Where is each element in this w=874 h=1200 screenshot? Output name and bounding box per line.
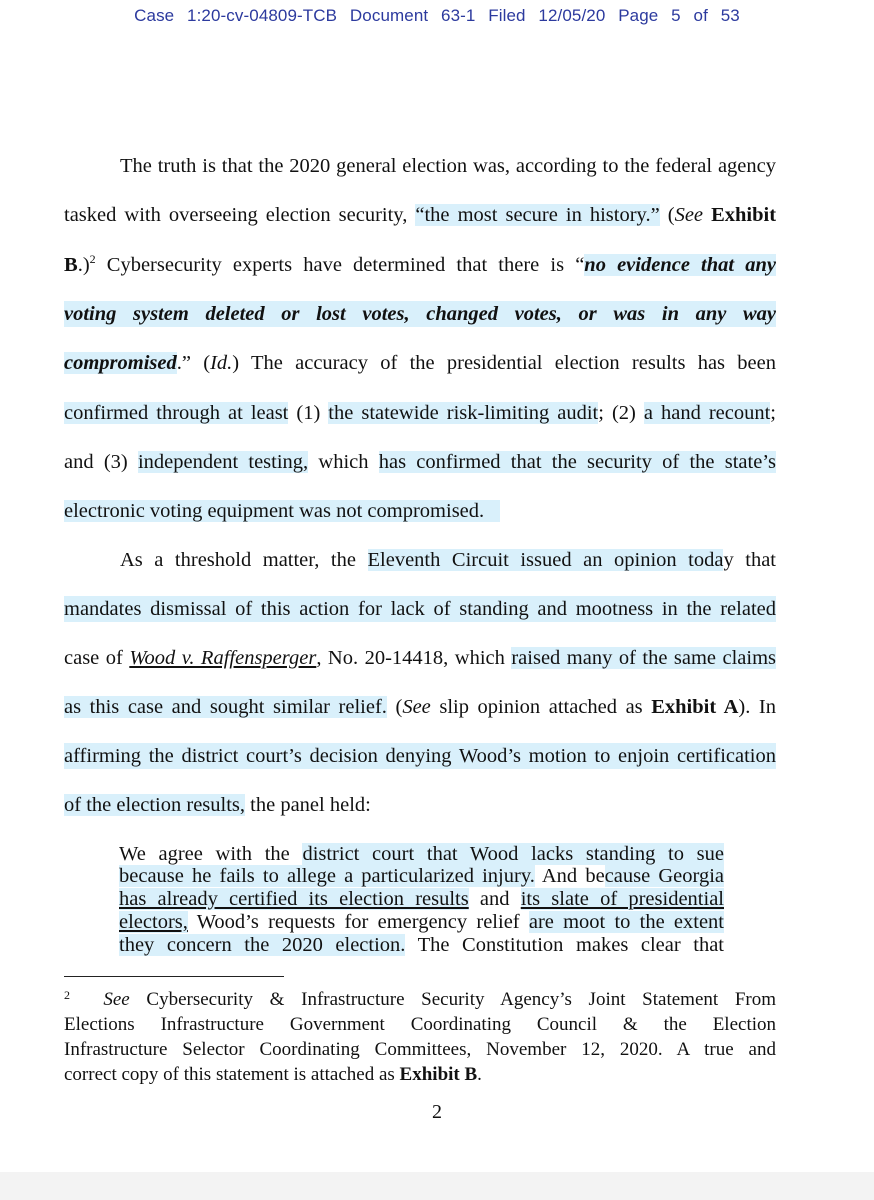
highlighted-text: raised many of the same claims: [511, 647, 777, 669]
text: and: [468, 888, 521, 910]
text: We agree with the: [119, 843, 303, 865]
highlighted-text: no evidence that any: [584, 254, 776, 276]
highlighted-text: electors,: [119, 911, 188, 933]
text: The truth is that the 2020 general election was, according to the federal agency: [120, 155, 776, 177]
quote-line: [119, 935, 724, 956]
quote-line: [119, 889, 724, 910]
text-line: [64, 645, 776, 671]
text: tasked with overseeing election security,: [64, 204, 416, 226]
text: [703, 204, 711, 226]
text: .” (: [176, 352, 211, 374]
highlighted-text: its slate of presidential: [520, 888, 724, 910]
footnote-divider: [64, 976, 284, 977]
highlighted-text: Eleventh Circuit issued an opinion toda: [367, 549, 724, 571]
footnote-line: [64, 988, 776, 1012]
highlighted-text: has already certified its election results: [119, 888, 469, 910]
footnote-line: [64, 1038, 776, 1062]
highlighted-text: voting system deleted or lost votes, changed votes, or was in any way: [64, 303, 776, 325]
text: the panel held:: [245, 794, 371, 816]
highlighted-text: has confirmed that the security of the state’s: [378, 451, 776, 473]
text: (: [659, 204, 675, 226]
text: correct copy of this statement is attached as: [64, 1064, 400, 1085]
text: which: [308, 451, 379, 473]
text: Id.: [210, 352, 233, 374]
highlighted-text: of the election results,: [64, 794, 246, 816]
text: See: [103, 989, 130, 1010]
text: B: [64, 254, 78, 276]
highlighted-text: compromised: [64, 352, 177, 374]
text-line: [64, 498, 500, 524]
page-number: 2: [432, 1101, 442, 1123]
text: case of: [64, 647, 130, 669]
text: slip opinion attached as: [430, 696, 652, 718]
text: Cybersecurity experts have determined that there is “: [95, 254, 585, 276]
text: Exhibit B: [399, 1064, 478, 1085]
footnote-line: [64, 1063, 482, 1087]
text: y that: [723, 549, 776, 571]
case-header: Case 1:20-cv-04809-TCB Document 63-1 Filed 12/05/20 Page 5 of 53: [134, 6, 740, 25]
highlighted-text: mandates dismissal of this action for lack of standing and mootness in the related: [64, 598, 776, 620]
highlighted-text: independent testing,: [137, 451, 309, 473]
text-line: [64, 449, 776, 475]
highlighted-text: “the most secure in history.”: [415, 204, 660, 226]
text: See: [402, 696, 431, 718]
text: Exhibit A: [651, 696, 739, 718]
text: ; (2): [598, 402, 644, 424]
text: Exhibit: [711, 204, 777, 226]
text: The Constitution makes clear that: [405, 934, 724, 956]
highlighted-text: the statewide risk-limiting audit: [328, 402, 599, 424]
highlighted-text: a hand recount: [643, 402, 771, 424]
text: (1): [288, 402, 329, 424]
quote-line: [119, 866, 724, 887]
text: .: [477, 1064, 482, 1085]
text: And be: [534, 865, 605, 887]
text: .): [77, 254, 90, 276]
text: See: [674, 204, 704, 226]
text: and (3): [64, 451, 138, 473]
quote-line: [119, 844, 724, 865]
text: Wood’s requests for emergency relief: [187, 911, 529, 933]
text: (: [386, 696, 403, 718]
text-line: [64, 596, 776, 622]
text-line: [64, 350, 776, 376]
highlighted-text: electronic voting equipment was not compromised.: [64, 500, 500, 522]
text-line: [64, 202, 776, 228]
highlighted-text: district court that Wood lacks standing to sue: [302, 843, 725, 865]
text: ). In: [738, 696, 777, 718]
footnote-line: [64, 1013, 776, 1037]
case-citation-link[interactable]: Wood v. Raffensperger: [129, 647, 317, 669]
text: Elections Infrastructure Government Coordinating Council & the Election: [64, 1014, 776, 1035]
viewer-bottom-bar: [0, 1172, 874, 1200]
text-line: [64, 743, 776, 769]
text-line: [64, 694, 776, 720]
text-line: [64, 153, 776, 179]
text: Infrastructure Selector Coordinating Committees, November 12, 2020. A true and: [64, 1039, 776, 1060]
text-line: [64, 301, 776, 327]
text-line: [64, 547, 776, 573]
highlighted-text: because he fails to allege a particularized injury.: [119, 865, 535, 887]
text: ) The accuracy of the presidential election results has been: [232, 352, 776, 374]
text: ;: [770, 402, 776, 424]
quote-line: [119, 912, 724, 933]
text-line: [64, 792, 371, 818]
footnote-ref[interactable]: 2: [89, 252, 96, 266]
text-line: [64, 400, 776, 426]
highlighted-text: are moot to the extent: [528, 911, 724, 933]
footnote-number: 2: [64, 988, 70, 1002]
text: As a threshold matter, the: [120, 549, 368, 571]
text-line: [64, 252, 776, 278]
highlighted-text: confirmed through at least: [64, 402, 289, 424]
highlighted-text: affirming the district court’s decision denying Wood’s motion to enjoin certification: [64, 745, 776, 767]
highlighted-text: cause Georgia: [604, 865, 724, 887]
highlighted-text: they concern the 2020 election.: [119, 934, 406, 956]
text: , No. 20-14418, which: [316, 647, 512, 669]
highlighted-text: as this case and sought similar relief.: [64, 696, 387, 718]
text: Cybersecurity & Infrastructure Security Agency’s Joint Statement From: [129, 989, 777, 1010]
